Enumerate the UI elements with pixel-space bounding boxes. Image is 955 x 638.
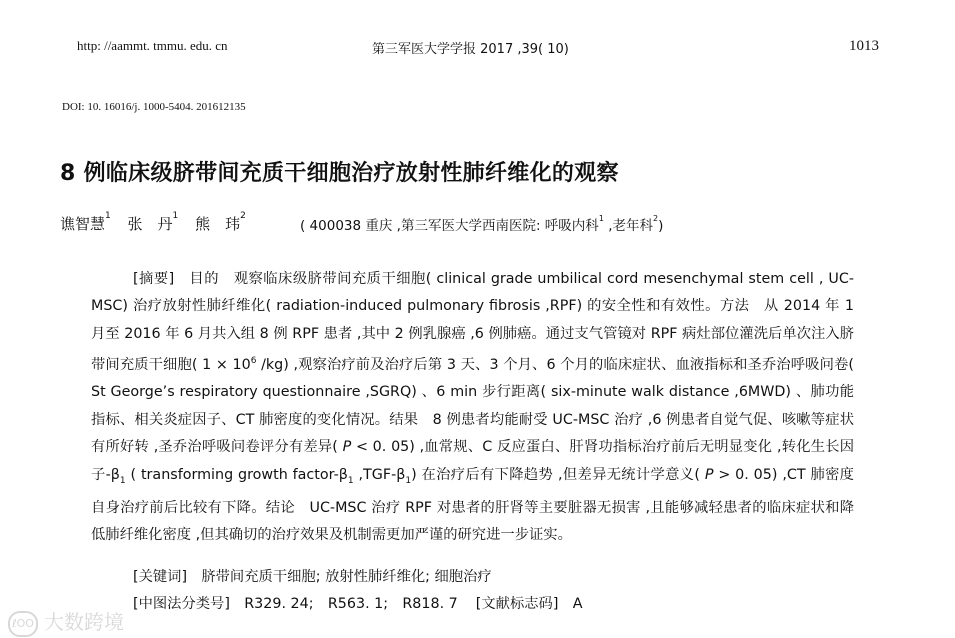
abstract-label: [摘要] bbox=[133, 271, 175, 287]
page-number: 1013 bbox=[849, 38, 879, 54]
header-url: http: //aammt. tmmu. edu. cn bbox=[77, 38, 228, 53]
author: 谯智慧$^1$ bbox=[60, 211, 111, 233]
header-journal: 第三军医大学学报 2017 ,39( 10) bbox=[372, 42, 569, 57]
author: 张 丹$^1$ bbox=[127, 211, 179, 233]
keywords-label: [关键词] bbox=[133, 569, 188, 585]
classification-codes: R329. 24; R563. 1; R818. 7 bbox=[244, 596, 458, 612]
objective-label: 目的 bbox=[189, 271, 219, 287]
article-title: 8 例临床级脐带间充质干细胞治疗放射性肺纤维化的观察 bbox=[60, 161, 619, 186]
classification bbox=[133, 593, 583, 613]
watermark-logo-icon: ℓOO bbox=[8, 611, 38, 637]
abstract bbox=[91, 266, 854, 550]
affiliation: ( 400038 重庆 ,第三军医大学西南医院: 呼吸内科$^1$ ,老年科$^2$) bbox=[300, 214, 664, 234]
doi: DOI: 10. 16016/j. 1000-5404. 201612135 bbox=[62, 101, 246, 113]
doc-code: A bbox=[572, 596, 583, 612]
author: 熊 玮$^2$ bbox=[195, 211, 246, 233]
author-list bbox=[60, 213, 258, 234]
doc-code-label: [文献标志码] bbox=[475, 596, 559, 612]
abstract-paragraph: [摘要] 目的 观察临床级脐带间充质干细胞( clinical grade umbilical cord mesenchymal stem cell , UC-MSC) 治疗放射性肺纤维化( radiation-induced pulmonary fibrosis ,RPF) 的安全性和有效性。方法 从 2014 年 1 月至 2016 年 6 月共入组 8 例 RPF 患者 ,其中 2 例乳腺癌 ,6 例肺癌。通过支气管镜对 RPF 病灶部位灌洗后单次注入脐带间充质干细胞( $1 \times 10^6$ /kg) ,观察治疗前及治疗后第 3 天、3 个月、6 个月的临床症状、血液指标和圣乔治呼吸问卷( St George’s respiratory questionnaire ,SGRQ) 、6 min 步行距离( six-minute walk distance ,6MWD) 、肺功能指标、相关炎症因子、CT 肺密度的变化情况。结果 8 例患者均能耐受 UC-MSC 治疗 ,6 例患者自觉气促、咳嗽等症状有所好转 ,圣乔治呼吸问卷评分有差异( P < 0. 05) ,血常规、C 反应蛋白、肝肾功指标治疗前后无明显变化 ,转化生长因子$-\beta_1$ ( transforming growth factor-$\beta_1$ $,TGF-\beta_1$) 在治疗后有下降趋势 ,但差异无统计学意义( P > 0. 05) ,CT 肺密度自身治疗前后比较有下降。结论 UC-MSC 治疗 RPF 对患者的肝肾等主要脏器无损害 ,且能够减轻患者的临床症状和降低肺纤维化密度 ,但其确切的治疗效果及机制需更加严谨的研究进一步证实。 bbox=[91, 271, 855, 544]
classification-label: [中图法分类号] bbox=[133, 596, 230, 612]
watermark: ℓOO 大数跨境 bbox=[8, 606, 124, 637]
keywords-text: 脐带间充质干细胞; 放射性肺纤维化; 细胞治疗 bbox=[201, 569, 492, 585]
keywords bbox=[133, 566, 492, 586]
